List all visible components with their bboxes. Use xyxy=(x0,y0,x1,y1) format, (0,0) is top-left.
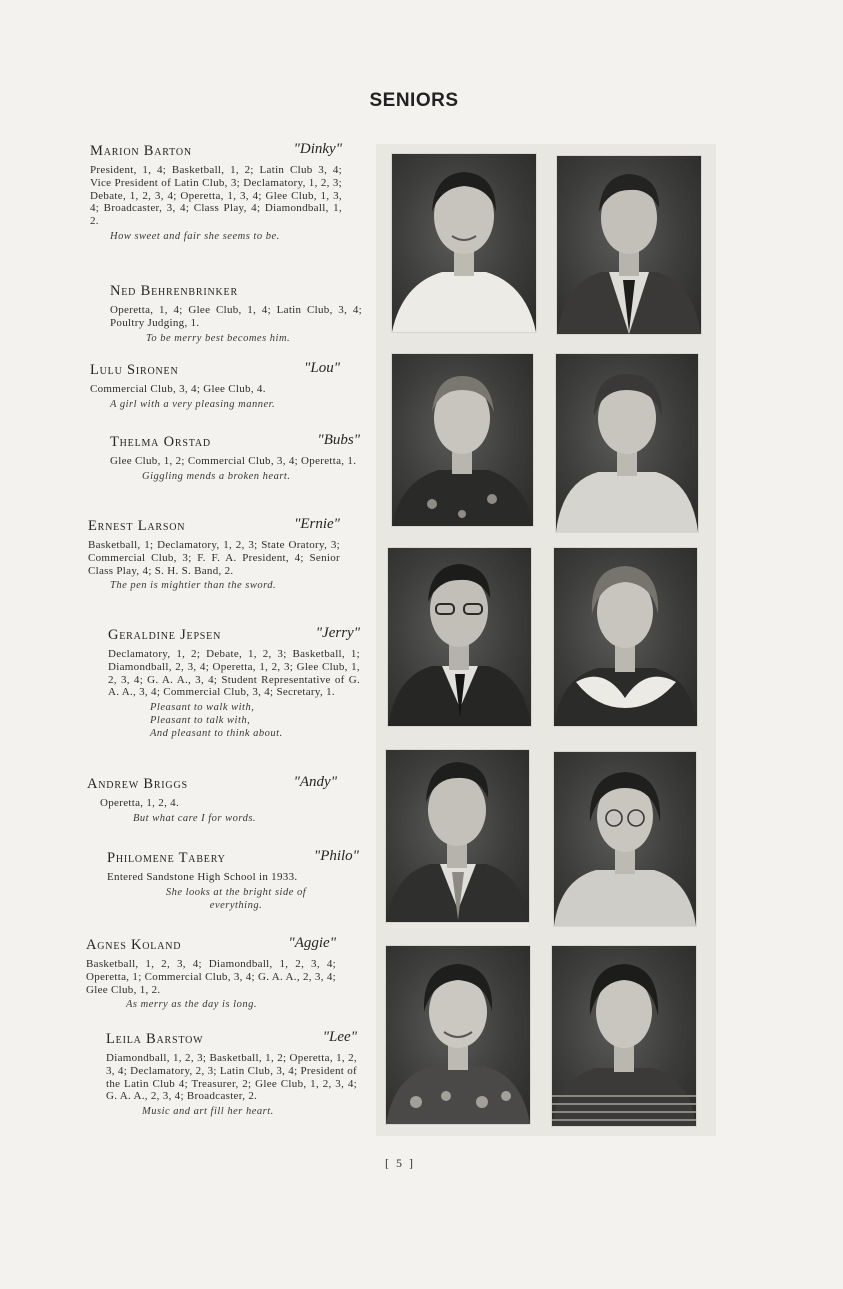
senior-activities: Operetta, 1, 4; Glee Club, 1, 4; Latin Club, 3, 4; Poultry Judging, 1. xyxy=(110,304,362,329)
senior-name: Andrew Briggs xyxy=(87,776,188,792)
senior-activities: President, 1, 4; Basketball, 1, 2; Latin Club 3, 4; Vice President of Latin Club, 3; Declamatory, 1, 2, 3; Debate, 1, 2, 3, 4; Operetta, 1, 3, 4; Glee Club, 1, 3, 4; Broadcaster, 3, 4; Class Play, 4; Diamondball, 1, 2. xyxy=(90,164,342,228)
senior-nickname: "Aggie" xyxy=(288,935,336,951)
senior-activities: Basketball, 1; Declamatory, 1, 2, 3; State Oratory, 3; Commercial Club, 3; F. F. A. President, 4; Senior Class Play, 4; S. H. S. Band, 2. xyxy=(88,539,340,577)
senior-activities: Operetta, 1, 2, 4. xyxy=(100,797,180,809)
senior-entry-leila-barstow xyxy=(106,1031,357,1118)
senior-entry-ned-behrenbrinker xyxy=(110,283,362,345)
senior-quote: How sweet and fair she seems to be. xyxy=(110,230,280,242)
senior-activities: Glee Club, 1, 2; Commercial Club, 3, 4; Operetta, 1. xyxy=(110,455,357,467)
senior-activities: Basketball, 1, 2, 3, 4; Diamondball, 1, 2, 3, 4; Operetta, 1; Commercial Club, 3, 4; G. A. A., 2, 3, 4; Glee Club, 1, 2. xyxy=(86,958,336,996)
portrait-photo-agnes-koland xyxy=(386,946,530,1124)
portrait-photo-geraldine-jepsen xyxy=(554,548,697,726)
senior-entry-geraldine-jepsen xyxy=(108,627,360,740)
senior-nickname: "Lou" xyxy=(304,360,340,376)
senior-quote: She looks at the bright side of everything. xyxy=(165,886,307,911)
senior-nickname: "Bubs" xyxy=(317,432,360,448)
senior-entry-marion-barton xyxy=(90,143,342,243)
senior-name: Lulu Sironen xyxy=(90,362,179,378)
senior-nickname: "Dinky" xyxy=(293,141,342,157)
senior-activities: Declamatory, 1, 2; Debate, 1, 2, 3; Basketball, 1; Diamondball, 2, 3, 4; Operetta, 1, 2, 3; Glee Club, 1, 2, 3, 4; G. A. A., 3, 4; Student Representative of G. A. A., 3, 4; Commercial Club, 3, 4; Secretary, 1. xyxy=(108,648,360,699)
senior-name: Agnes Koland xyxy=(86,937,182,953)
senior-quote: Giggling mends a broken heart. xyxy=(142,470,291,482)
senior-entry-philomene-tabery xyxy=(107,850,359,912)
portrait-photo-lulu-sironen xyxy=(392,354,533,526)
senior-nickname: "Jerry" xyxy=(315,625,360,641)
senior-nickname: "Philo" xyxy=(313,848,359,864)
senior-entry-ernest-larson xyxy=(88,518,340,592)
page-number: [ 5 ] xyxy=(385,1156,415,1170)
senior-entry-agnes-koland xyxy=(86,937,336,1011)
portrait-photo-andrew-briggs xyxy=(386,750,529,922)
senior-quote: The pen is mightier than the sword. xyxy=(110,580,277,592)
senior-activities: Commercial Club, 3, 4; Glee Club, 4. xyxy=(90,383,266,395)
senior-name: Ned Behrenbrinker xyxy=(110,283,238,299)
senior-entry-lulu-sironen xyxy=(90,362,340,411)
senior-name: Philomene Tabery xyxy=(107,850,226,866)
senior-quote: But what care I for words. xyxy=(133,812,257,824)
senior-nickname: "Lee" xyxy=(322,1029,357,1045)
senior-quote: A girl with a very pleasing manner. xyxy=(110,398,276,410)
senior-name: Marion Barton xyxy=(90,143,192,159)
senior-entry-thelma-orstad xyxy=(110,434,360,483)
senior-name: Leila Barstow xyxy=(106,1031,204,1047)
portrait-grid xyxy=(376,144,716,1136)
portrait-photo-marion-barton xyxy=(392,154,536,332)
senior-quote: As merry as the day is long. xyxy=(126,999,257,1011)
portrait-photo-ned-behrenbrinker xyxy=(557,156,701,334)
senior-name: Ernest Larson xyxy=(88,518,186,534)
portrait-photo-ernest-larson xyxy=(388,548,531,726)
portrait-photo-philomene-tabery xyxy=(554,752,696,926)
portrait-photo-thelma-orstad xyxy=(556,354,698,532)
senior-entry-andrew-briggs xyxy=(87,776,337,825)
portrait-photo-leila-barstow xyxy=(552,946,696,1126)
senior-quote: To be merry best becomes him. xyxy=(146,332,291,344)
senior-nickname: "Andy" xyxy=(293,774,337,790)
senior-quote: Pleasant to walk with, Pleasant to talk with, And pleasant to think about. xyxy=(150,702,283,740)
senior-activities: Diamondball, 1, 2, 3; Basketball, 1, 2; Operetta, 1, 2, 3, 4; Declamatory, 2, 3; Latin Club, 3, 4; President of the Latin Club 4; Treasurer, 2; Glee Club, 1, 2, 3, 4; G. A. A., 2, 3, 4; Broadcaster, 2. xyxy=(106,1052,357,1103)
senior-name: Thelma Orstad xyxy=(110,434,211,450)
senior-quote: Music and art fill her heart. xyxy=(142,1106,274,1118)
senior-name: Geraldine Jepsen xyxy=(108,627,222,643)
page-title: SENIORS xyxy=(369,90,459,111)
senior-nickname: "Ernie" xyxy=(294,516,340,532)
senior-activities: Entered Sandstone High School in 1933. xyxy=(107,871,298,883)
